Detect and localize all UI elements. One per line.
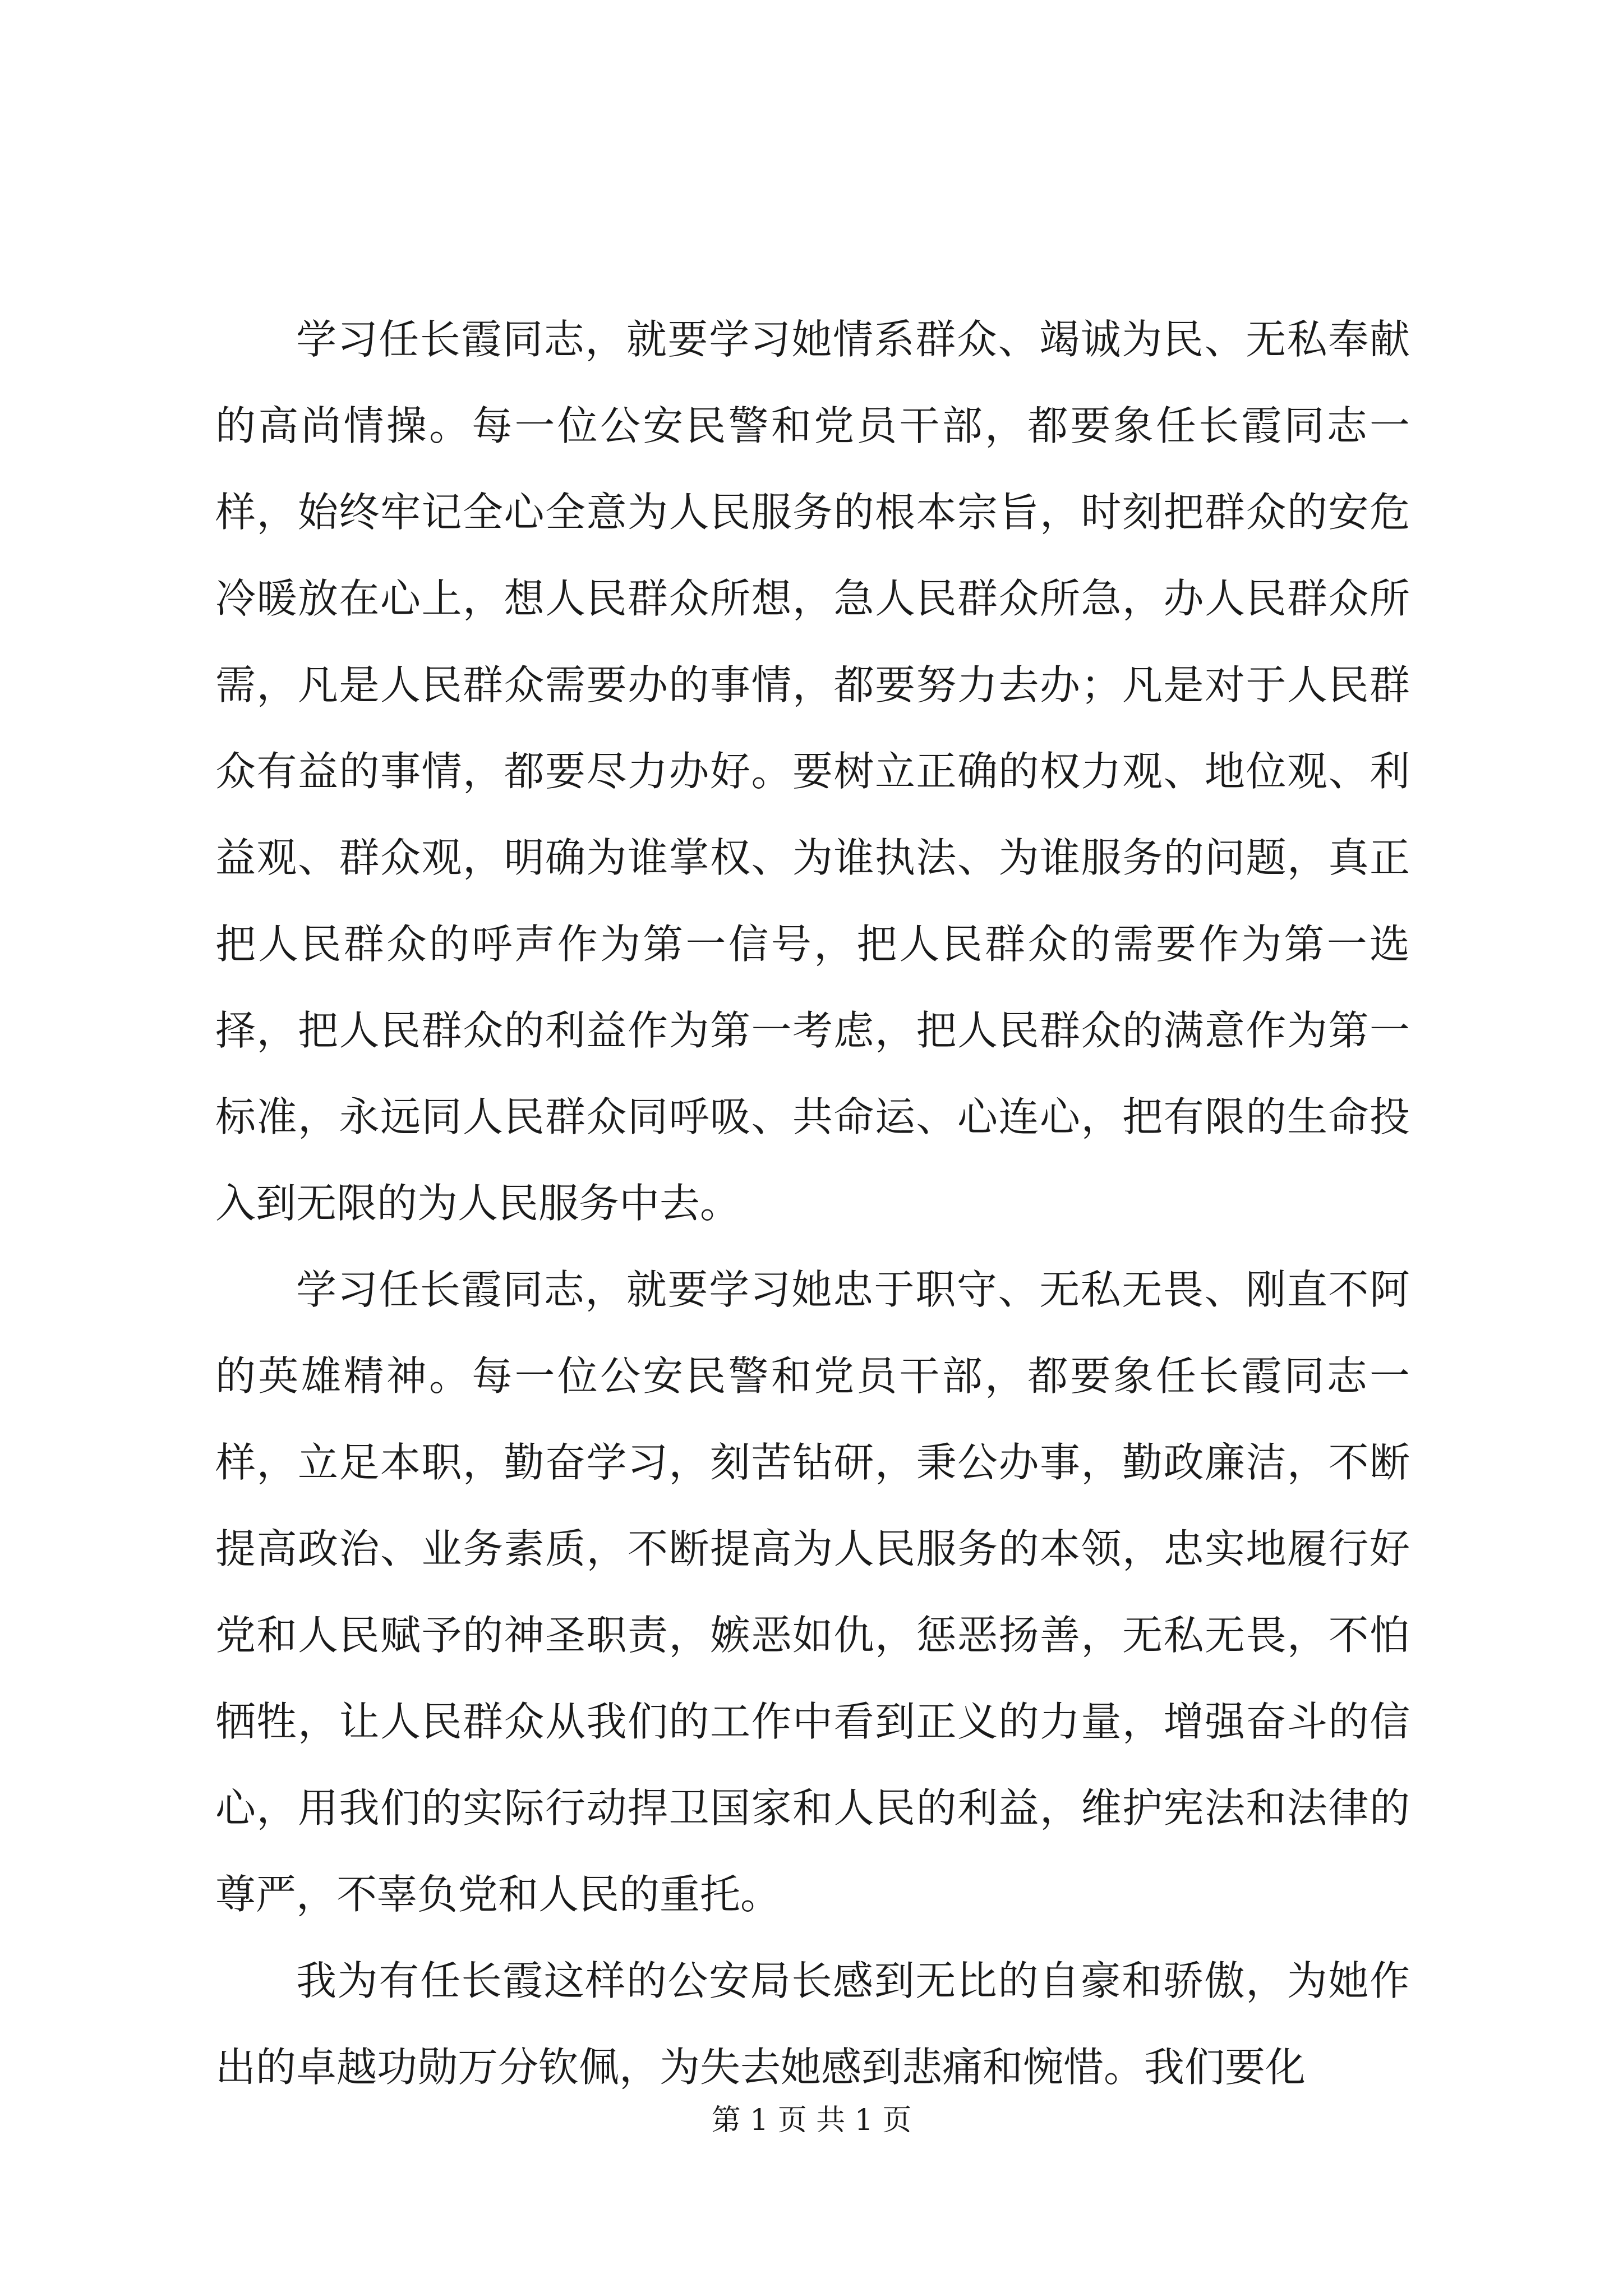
paragraph-1: 学习任长霞同志，就要学习她情系群众、竭诚为民、无私奉献的高尚情操。每一位公安民警和党员干部，都要象任长霞同志一样，始终牢记全心全意为人民服务的根本宗旨，时刻把群众的安危冷暖放在心上，想人民群众所想，急人民群众所急，办人民群众所需，凡是人民群众需要办的事情，都要努力去办；凡是对于人民群众有益的事情，都要尽力办好。要树立正确的权力观、地位观、利益观、群众观，明确为谁掌权、为谁执法、为谁服务的问题，真正把人民群众的呼声作为第一信号，把人民群众的需要作为第一选择，把人民群众的利益作为第一考虑，把人民群众的满意作为第一标准，永远同人民群众同呼吸、共命运、心连心，把有限的生命投入到无限的为人民服务中去。 xyxy=(215,316,1410,1227)
document-body xyxy=(215,296,1410,2110)
paragraph-2: 学习任长霞同志，就要学习她忠于职守、无私无畏、刚直不阿的英雄精神。每一位公安民警和党员干部，都要象任长霞同志一样，立足本职，勤奋学习，刻苦钻研，秉公办事，勤政廉洁，不断提高政治、业务素质，不断提高为人民服务的本领，忠实地履行好党和人民赋予的神圣职责，嫉恶如仇，惩恶扬善，无私无畏，不怕牺牲，让人民群众从我们的工作中看到正义的力量，增强奋斗的信心，用我们的实际行动捍卫国家和人民的利益，维护宪法和法律的尊严，不辜负党和人民的重托。 xyxy=(215,1266,1410,1918)
page-footer: 第 1 页 共 1 页 xyxy=(711,2104,912,2137)
paragraph-3: 我为有任长霞这样的公安局长感到无比的自豪和骄傲，为她作出的卓越功勋万分钦佩，为失去她感到悲痛和惋惜。我们要化 xyxy=(215,1957,1410,2091)
